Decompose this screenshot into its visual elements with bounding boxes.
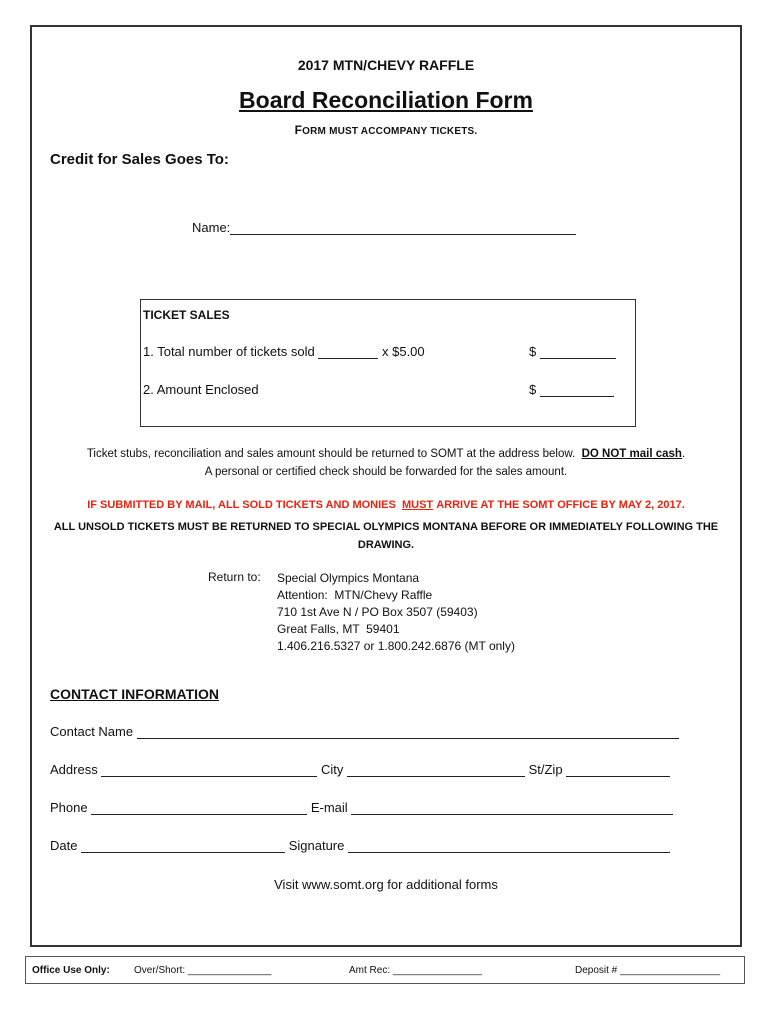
- address-field[interactable]: [101, 763, 317, 777]
- over-short-field: Over/Short: _______________: [134, 965, 272, 976]
- office-use-bar: [25, 956, 745, 984]
- office-use-label: Office Use Only:: [32, 965, 110, 976]
- address-row: [50, 762, 670, 777]
- amount-received-field: Amt Rec: ________________: [349, 965, 482, 976]
- warning-must: MUST: [401, 499, 434, 511]
- phone-row: [50, 800, 673, 815]
- stzip-field[interactable]: [566, 763, 670, 777]
- ticket-sales-box: [140, 299, 636, 427]
- return-address: Special Olympics Montana Attention: MTN/Chevy Raffle 710 1st Ave N / PO Box 3507 (59403) Great Falls, MT 59401 1.406.216.5327 or 1.800.242.6876 (MT only): [277, 571, 515, 653]
- city-field[interactable]: [347, 763, 525, 777]
- tickets-total-field[interactable]: [540, 345, 616, 359]
- ticket-price: x $5.00: [382, 344, 425, 359]
- contact-name-row: [50, 724, 679, 739]
- name-label: Name:: [192, 220, 231, 235]
- unsold-tickets-warning: ALL UNSOLD TICKETS MUST BE RETURNED TO SPECIAL OLYMPICS MONTANA BEFORE OR IMMEDIATELY FOLLOWING THE DRAWING.: [53, 521, 719, 551]
- warning-part-2: ARRIVE AT THE SOMT OFFICE BY MAY 2, 2017.: [436, 499, 685, 511]
- instructions-text: Ticket stubs, reconciliation and sales amount should be returned to SOMT at the address below.: [86, 448, 576, 460]
- city-label: City: [320, 762, 344, 777]
- amount-enclosed-label: 2. Amount Enclosed: [143, 382, 259, 397]
- instructions-line-1: [32, 448, 740, 460]
- form-subtitle: [32, 123, 740, 137]
- raffle-title: 2017 MTN/CHEVY RAFFLE: [297, 57, 475, 73]
- phone-label: Phone: [50, 800, 88, 815]
- contact-name-field[interactable]: [137, 725, 679, 739]
- subtitle-rest: ORM MUST ACCOMPANY TICKETS.: [302, 126, 478, 137]
- form-frame: [30, 25, 742, 947]
- tickets-sold-label: 1. Total number of tickets sold: [143, 344, 315, 359]
- contact-information-title: CONTACT INFORMATION: [50, 686, 220, 702]
- address-label: Address: [50, 762, 98, 777]
- date-label: Date: [50, 838, 78, 853]
- no-cash-warning: DO NOT mail cash: [581, 448, 682, 460]
- name-field-row: [192, 220, 576, 235]
- deposit-number-field: Deposit # __________________: [575, 965, 721, 976]
- signature-field[interactable]: [348, 839, 670, 853]
- amount-enclosed-row: [529, 382, 614, 397]
- email-field[interactable]: [351, 801, 673, 815]
- dollar-sign: $: [529, 344, 537, 359]
- tickets-sold-field[interactable]: [318, 345, 378, 359]
- signature-label: Signature: [288, 838, 345, 853]
- date-row: [50, 838, 670, 853]
- credit-label: Credit for Sales Goes To:: [50, 151, 229, 168]
- contact-name-label: Contact Name: [50, 724, 134, 739]
- instructions-period: .: [681, 448, 686, 460]
- phone-field[interactable]: [91, 801, 307, 815]
- dollar-sign: $: [529, 382, 537, 397]
- ticket-sales-title: TICKET SALES: [143, 308, 230, 322]
- instructions-line-2: A personal or certified check should be forwarded for the sales amount.: [204, 466, 568, 478]
- stzip-label: St/Zip: [528, 762, 563, 777]
- warning-part-1: IF SUBMITTED BY MAIL, ALL SOLD TICKETS AND MONIES: [87, 499, 396, 511]
- subtitle-initial: F: [294, 123, 303, 137]
- tickets-sold-row: [143, 344, 425, 359]
- return-to-label: Return to:: [208, 570, 261, 584]
- tickets-total-row: [529, 344, 616, 359]
- date-field[interactable]: [81, 839, 285, 853]
- name-field[interactable]: [230, 221, 576, 235]
- mail-deadline-warning: [32, 499, 740, 511]
- email-label: E-mail: [310, 800, 348, 815]
- visit-website-note: Visit www.somt.org for additional forms: [274, 877, 498, 892]
- form-title: Board Reconciliation Form: [239, 87, 533, 113]
- amount-enclosed-field[interactable]: [540, 383, 614, 397]
